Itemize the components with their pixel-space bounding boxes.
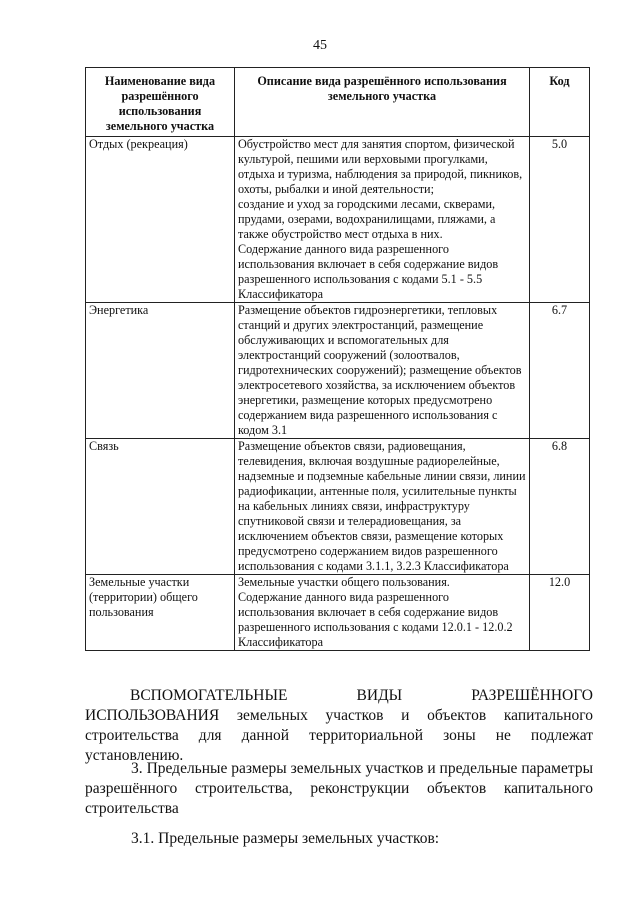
description-line: Содержание данного вида разрешенного использования включает в себя содержание видов разрешенного использования с кодами 5.1 - 5.5 Классификатора: [238, 242, 499, 301]
auxiliary-uses-text: ИСПОЛЬЗОВАНИЯ земельных участков и объектов капитального строительства для данной территориальной зоны не подлежат установлению.: [85, 707, 593, 764]
land-use-table: [85, 67, 590, 651]
row-code: 6.8: [530, 439, 590, 575]
row-code: 5.0: [530, 137, 590, 303]
table-row: [86, 439, 590, 575]
description-line: Размещение объектов гидроэнергетики, тепловых станций и других электростанций, размещение обслуживающих и вспомогательных для электростанций сооружений (золоотвалов, гидротехнических сооружений); размещение объектов электросетевого хозяйства, за исключением объектов энергетики, размещение которых предусмотрено содержанием вида разрешенного использования с кодом 3.1: [238, 303, 522, 437]
description-line: Земельные участки общего пользования.: [238, 575, 450, 589]
table-header-row: [86, 68, 590, 137]
row-description: [235, 137, 530, 303]
description-line: Содержание данного вида разрешенного использования включает в себя содержание видов разрешенного использования с кодами 12.0.1 - 12.0.2 Классификатора: [238, 590, 513, 649]
row-description: [235, 439, 530, 575]
row-code: 12.0: [530, 575, 590, 651]
description-line: создание и уход за городскими лесами, скверами, прудами, озерами, водохранилищами, пляжами, а также обустройство мест отдыха в них.: [238, 197, 496, 241]
section-3-paragraph: 3. Предельные размеры земельных участков и предельные параметры разрешённого строительства, реконструкции объектов капитального строительства: [85, 760, 593, 817]
row-name: Энергетика: [86, 303, 235, 439]
auxiliary-uses-caps-line: [85, 686, 593, 706]
row-name: Связь: [86, 439, 235, 575]
header-description: Описание вида разрешённого использования земельного участка: [235, 68, 530, 137]
table-row: [86, 137, 590, 303]
section-3-1-paragraph: 3.1. Предельные размеры земельных участков:: [131, 830, 440, 847]
row-description: [235, 575, 530, 651]
header-name: Наименование вида разрешённого использования земельного участка: [86, 68, 235, 137]
page-number: 45: [313, 38, 327, 53]
description-line: Обустройство мест для занятия спортом, физической культурой, пешими или верховыми прогулками, отдыха и туризма, наблюдения за природой, пикников, охоты, рыбалки и иной деятельности;: [238, 137, 523, 196]
row-code: 6.7: [530, 303, 590, 439]
row-name: Отдых (рекреация): [86, 137, 235, 303]
row-description: [235, 303, 530, 439]
table-row: [86, 303, 590, 439]
caps-word: ВСПОМОГАТЕЛЬНЫЕ: [130, 687, 288, 704]
header-code: Код: [530, 68, 590, 137]
description-line: Размещение объектов связи, радиовещания, телевидения, включая воздушные радиорелейные, надземные и подземные кабельные линии связи, линии радиофикации, антенные поля, усилительные пункты на кабельных линиях связи, инфраструктуру спутниковой связи и телерадиовещания, за исключением объектов связи, размещение которых предусмотрено содержанием видов разрешенного использования с кодами 3.1.1, 3.2.3 Классификатора: [238, 439, 526, 573]
caps-word: ВИДЫ: [356, 687, 403, 704]
table-row: [86, 575, 590, 651]
caps-word: РАЗРЕШЁННОГО: [471, 687, 593, 704]
auxiliary-uses-paragraph: [85, 686, 593, 766]
row-name: Земельные участки (территории) общего пользования: [86, 575, 235, 651]
